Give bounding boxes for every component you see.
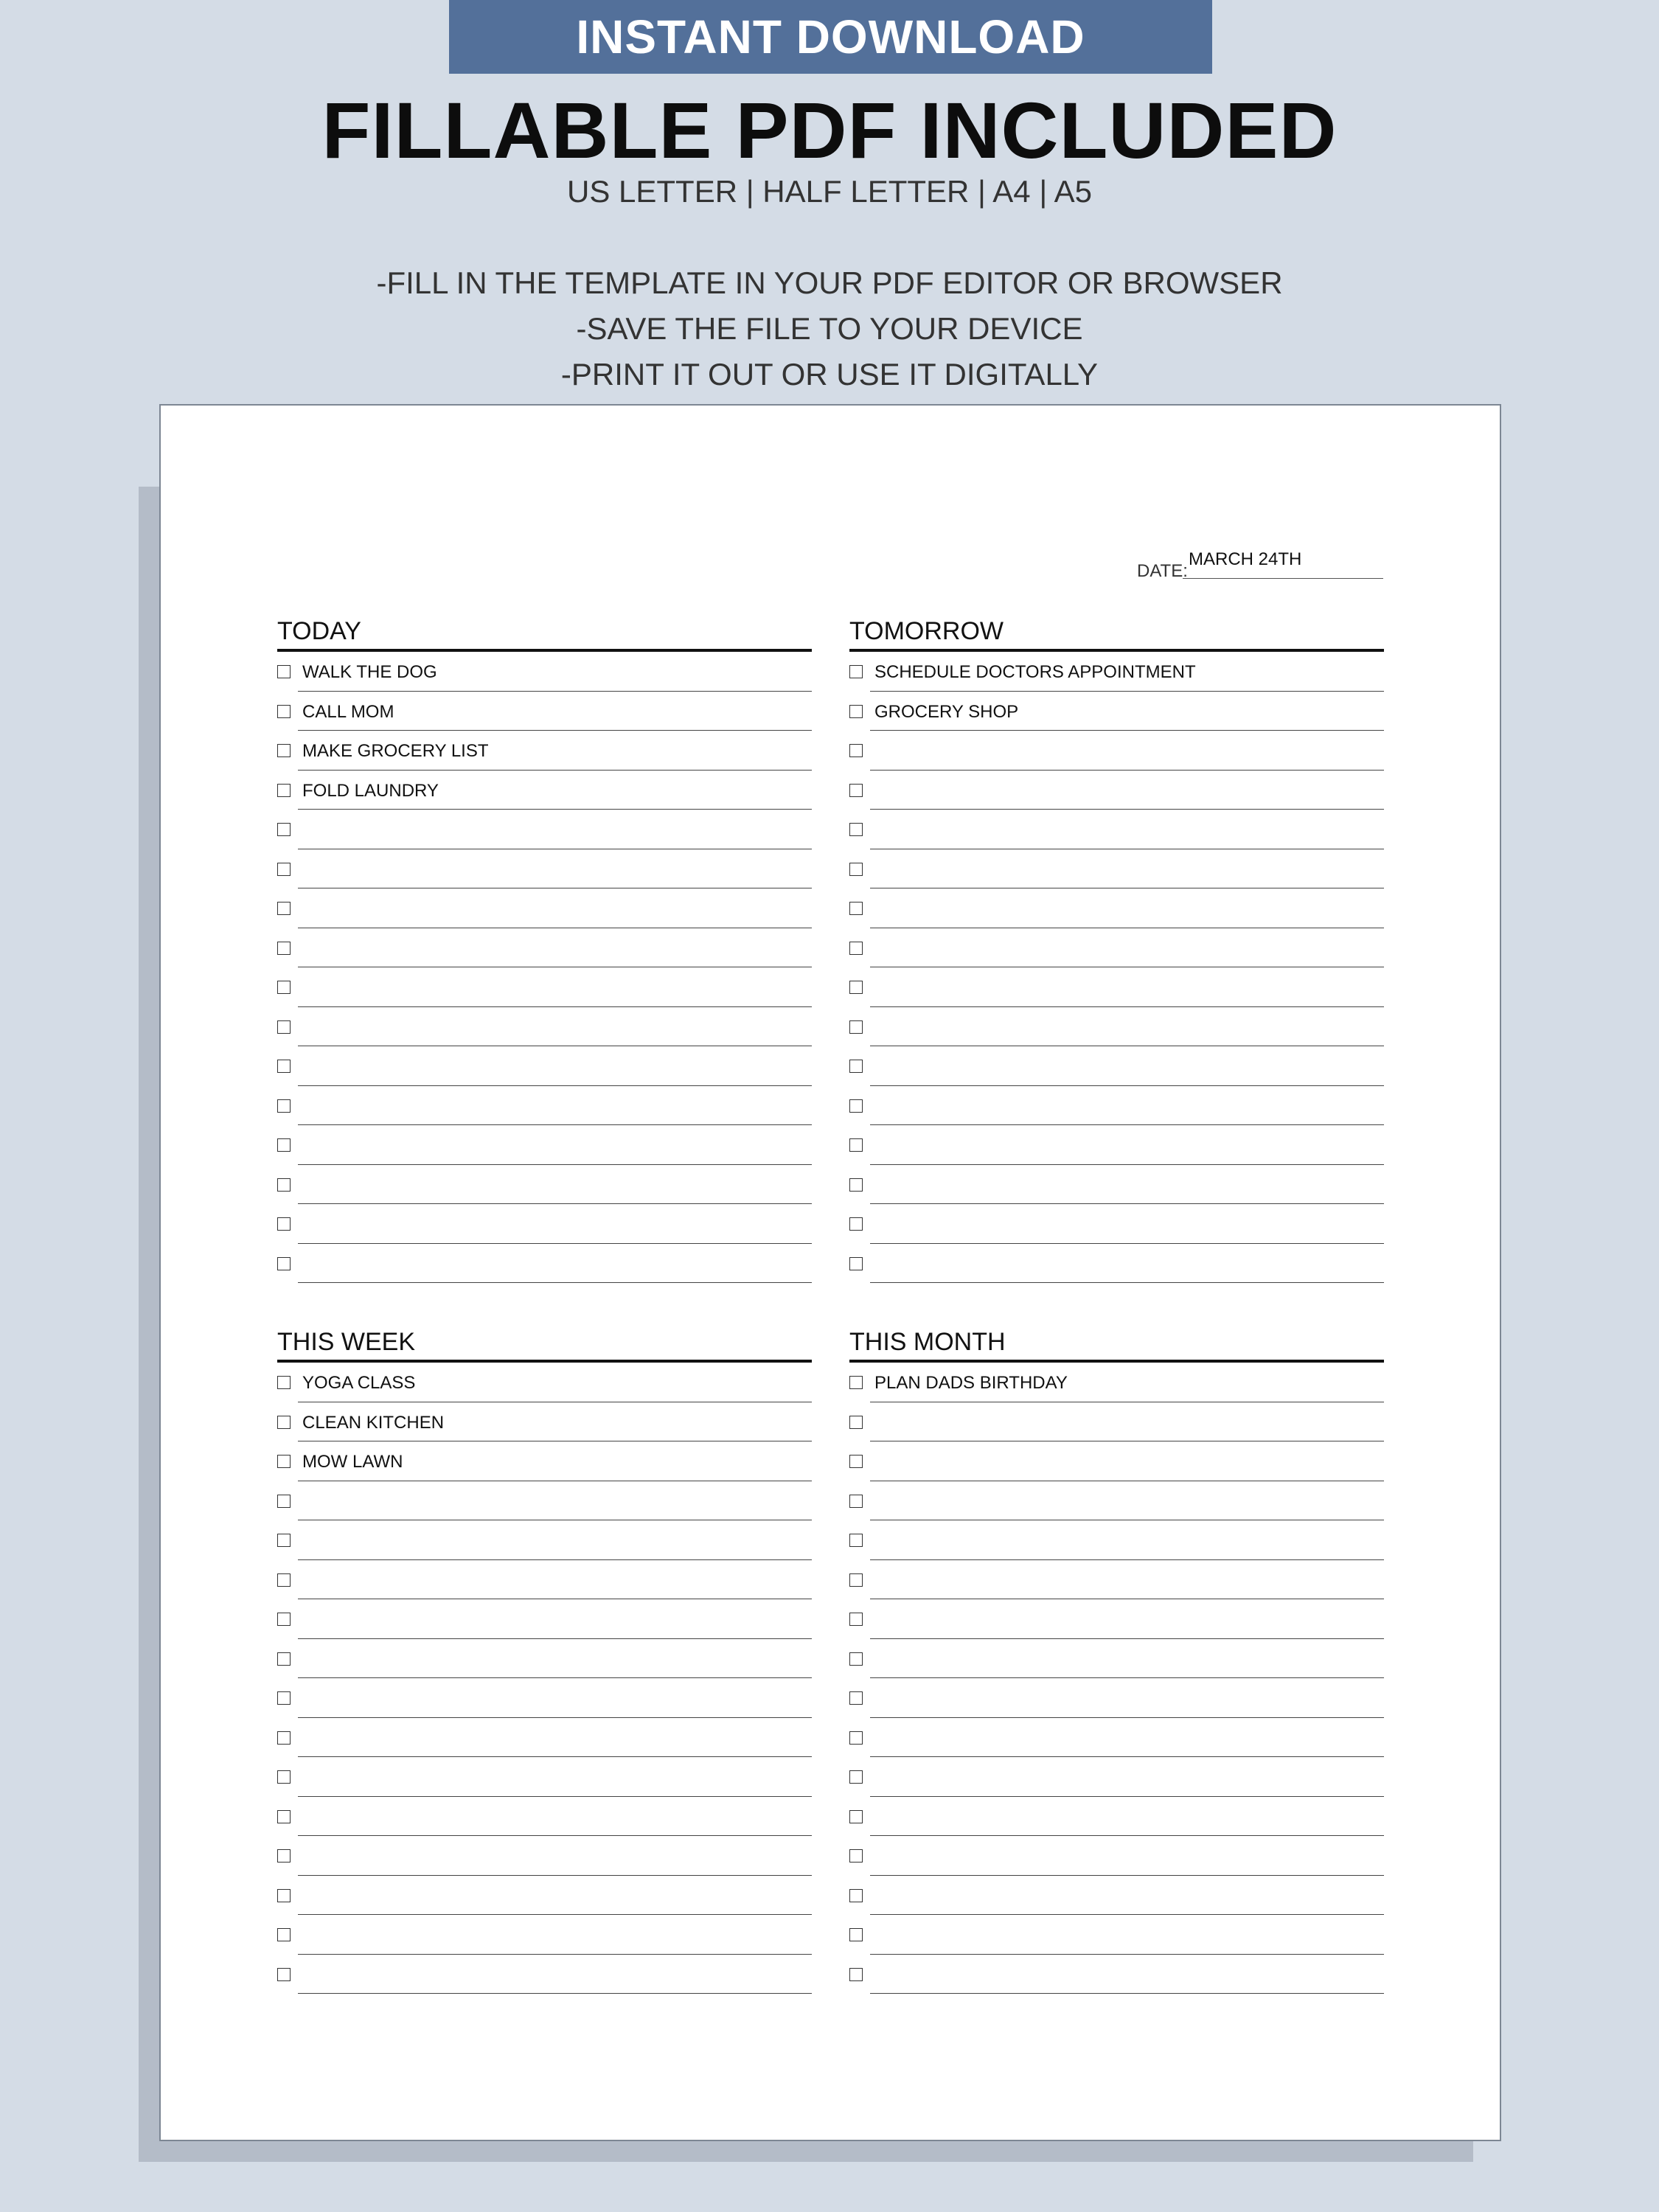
task-row <box>849 771 1384 810</box>
task-checkbox[interactable] <box>849 1928 863 1941</box>
task-checkbox[interactable] <box>849 1495 863 1508</box>
task-checkbox[interactable] <box>849 1731 863 1745</box>
task-text-field[interactable]: YOGA CLASS <box>302 1373 416 1393</box>
task-row <box>277 731 812 771</box>
task-text-field[interactable]: GROCERY SHOP <box>874 701 1019 722</box>
task-checkbox[interactable] <box>849 744 863 757</box>
task-row <box>849 1165 1384 1205</box>
task-underline <box>870 1993 1384 1994</box>
section-this-week <box>277 1327 812 1994</box>
task-checkbox[interactable] <box>849 1257 863 1270</box>
task-row <box>277 652 812 692</box>
task-checkbox[interactable] <box>849 1849 863 1863</box>
task-checkbox[interactable] <box>849 1178 863 1192</box>
task-checkbox[interactable] <box>849 1060 863 1073</box>
task-row <box>849 967 1384 1007</box>
task-checkbox[interactable] <box>849 1810 863 1823</box>
task-text-field[interactable]: CALL MOM <box>302 701 394 722</box>
task-row <box>277 1599 812 1639</box>
section-title-this-week: THIS WEEK <box>277 1328 416 1356</box>
task-checkbox[interactable] <box>277 902 291 915</box>
section-title-today: TODAY <box>277 617 361 645</box>
task-checkbox[interactable] <box>277 1691 291 1705</box>
task-checkbox[interactable] <box>277 744 291 757</box>
task-checkbox[interactable] <box>849 1613 863 1626</box>
task-checkbox[interactable] <box>277 1020 291 1034</box>
task-row <box>277 1639 812 1679</box>
task-row <box>849 1204 1384 1244</box>
task-row <box>849 1955 1384 1994</box>
task-row <box>849 810 1384 849</box>
task-text-field[interactable]: CLEAN KITCHEN <box>302 1412 445 1433</box>
task-checkbox[interactable] <box>277 1889 291 1902</box>
task-row <box>277 1046 812 1086</box>
task-row <box>277 928 812 968</box>
task-text-field[interactable]: MAKE GROCERY LIST <box>302 741 489 761</box>
task-checkbox[interactable] <box>277 1573 291 1587</box>
section-today <box>277 616 812 1283</box>
task-checkbox[interactable] <box>277 1849 291 1863</box>
task-checkbox[interactable] <box>277 1257 291 1270</box>
task-checkbox[interactable] <box>849 863 863 876</box>
section-tomorrow <box>849 616 1384 1283</box>
task-text-field[interactable]: MOW LAWN <box>302 1452 403 1472</box>
section-this-month <box>849 1327 1384 1994</box>
task-row <box>277 1560 812 1600</box>
task-row <box>277 1520 812 1560</box>
task-row <box>849 1797 1384 1837</box>
date-field[interactable]: MARCH 24TH <box>1189 549 1302 569</box>
task-checkbox[interactable] <box>849 823 863 836</box>
task-row <box>277 1125 812 1165</box>
task-row <box>849 1757 1384 1797</box>
task-row <box>277 771 812 810</box>
task-checkbox[interactable] <box>277 1455 291 1468</box>
task-checkbox[interactable] <box>849 1217 863 1231</box>
task-row <box>849 1520 1384 1560</box>
task-checkbox[interactable] <box>277 1495 291 1508</box>
task-checkbox[interactable] <box>849 1534 863 1547</box>
task-checkbox[interactable] <box>849 784 863 797</box>
task-row <box>277 692 812 731</box>
task-row <box>277 1915 812 1955</box>
task-checkbox[interactable] <box>849 1968 863 1981</box>
task-row <box>849 888 1384 928</box>
task-row <box>849 1876 1384 1916</box>
task-checkbox[interactable] <box>277 1731 291 1745</box>
section-title-this-month: THIS MONTH <box>849 1328 1006 1356</box>
task-checkbox[interactable] <box>277 1810 291 1823</box>
task-row <box>849 1363 1384 1402</box>
task-row <box>849 1836 1384 1876</box>
task-row <box>849 849 1384 889</box>
task-row <box>849 652 1384 692</box>
task-checkbox[interactable] <box>277 1928 291 1941</box>
task-checkbox[interactable] <box>849 942 863 955</box>
task-row <box>849 1125 1384 1165</box>
task-row <box>277 1007 812 1047</box>
task-checkbox[interactable] <box>849 1416 863 1429</box>
task-row <box>849 1560 1384 1600</box>
task-row <box>277 1481 812 1521</box>
task-checkbox[interactable] <box>277 784 291 797</box>
task-checkbox[interactable] <box>849 1455 863 1468</box>
task-checkbox[interactable] <box>277 823 291 836</box>
task-row <box>849 1481 1384 1521</box>
task-row <box>277 1402 812 1442</box>
task-checkbox[interactable] <box>277 1099 291 1113</box>
task-checkbox[interactable] <box>849 1573 863 1587</box>
task-row <box>849 1007 1384 1047</box>
paper-shadow-bottom <box>139 2141 1473 2162</box>
task-checkbox[interactable] <box>849 1099 863 1113</box>
task-checkbox[interactable] <box>277 1770 291 1784</box>
task-checkbox[interactable] <box>849 1020 863 1034</box>
task-checkbox[interactable] <box>849 705 863 718</box>
date-label: DATE: <box>1137 561 1188 581</box>
task-checkbox[interactable] <box>277 1178 291 1192</box>
task-row <box>849 731 1384 771</box>
task-row <box>849 1086 1384 1126</box>
paper-sizes: US LETTER | HALF LETTER | A4 | A5 <box>567 174 1092 209</box>
task-row <box>849 1402 1384 1442</box>
task-checkbox[interactable] <box>849 665 863 678</box>
task-checkbox[interactable] <box>277 863 291 876</box>
instant-download-banner: INSTANT DOWNLOAD <box>449 0 1212 74</box>
task-row <box>277 1363 812 1402</box>
task-text-field[interactable]: FOLD LAUNDRY <box>302 780 439 801</box>
task-row <box>277 849 812 889</box>
task-row <box>277 1797 812 1837</box>
task-row <box>277 1441 812 1481</box>
task-text-field[interactable]: WALK THE DOG <box>302 662 437 682</box>
task-checkbox[interactable] <box>849 1770 863 1784</box>
task-row <box>277 1204 812 1244</box>
task-checkbox[interactable] <box>849 1138 863 1152</box>
date-underline <box>1183 578 1383 579</box>
headline: FILLABLE PDF INCLUDED <box>321 86 1338 175</box>
task-checkbox[interactable] <box>277 1416 291 1429</box>
task-checkbox[interactable] <box>277 1138 291 1152</box>
task-row <box>849 1639 1384 1679</box>
task-row <box>277 1165 812 1205</box>
task-checkbox[interactable] <box>277 1217 291 1231</box>
task-checkbox[interactable] <box>277 981 291 994</box>
task-row <box>277 1678 812 1718</box>
task-row <box>277 1718 812 1758</box>
task-row <box>849 1599 1384 1639</box>
task-row <box>277 1086 812 1126</box>
instruction-save: -SAVE THE FILE TO YOUR DEVICE <box>576 311 1083 346</box>
task-checkbox[interactable] <box>849 1691 863 1705</box>
task-row <box>277 1836 812 1876</box>
task-checkbox[interactable] <box>849 1652 863 1666</box>
task-checkbox[interactable] <box>277 1534 291 1547</box>
task-row <box>849 1678 1384 1718</box>
task-row <box>849 1441 1384 1481</box>
task-checkbox[interactable] <box>849 1889 863 1902</box>
task-checkbox[interactable] <box>277 665 291 678</box>
task-checkbox[interactable] <box>277 705 291 718</box>
task-row <box>849 928 1384 968</box>
task-row <box>849 692 1384 731</box>
task-row <box>277 1955 812 1994</box>
task-underline <box>870 1282 1384 1283</box>
task-text-field[interactable]: SCHEDULE DOCTORS APPOINTMENT <box>874 662 1196 682</box>
instruction-fill: -FILL IN THE TEMPLATE IN YOUR PDF EDITOR OR BROWSER <box>376 265 1283 300</box>
task-row <box>277 967 812 1007</box>
task-underline <box>298 1993 812 1994</box>
instruction-print: -PRINT IT OUT OR USE IT DIGITALLY <box>560 357 1099 392</box>
task-checkbox[interactable] <box>277 1613 291 1626</box>
task-row <box>849 1718 1384 1758</box>
task-row <box>849 1046 1384 1086</box>
task-checkbox[interactable] <box>849 902 863 915</box>
task-row <box>277 810 812 849</box>
task-underline <box>298 1282 812 1283</box>
section-title-tomorrow: TOMORROW <box>849 617 1004 645</box>
task-checkbox[interactable] <box>849 1376 863 1389</box>
task-checkbox[interactable] <box>849 981 863 994</box>
task-row <box>277 1244 812 1284</box>
task-row <box>277 1876 812 1916</box>
task-checkbox[interactable] <box>277 1376 291 1389</box>
task-checkbox[interactable] <box>277 1968 291 1981</box>
task-row <box>277 888 812 928</box>
task-checkbox[interactable] <box>277 1652 291 1666</box>
task-checkbox[interactable] <box>277 1060 291 1073</box>
task-row <box>277 1757 812 1797</box>
task-row <box>849 1244 1384 1284</box>
task-checkbox[interactable] <box>277 942 291 955</box>
task-text-field[interactable]: PLAN DADS BIRTHDAY <box>874 1373 1068 1393</box>
paper-shadow-side <box>139 487 159 2162</box>
task-row <box>849 1915 1384 1955</box>
